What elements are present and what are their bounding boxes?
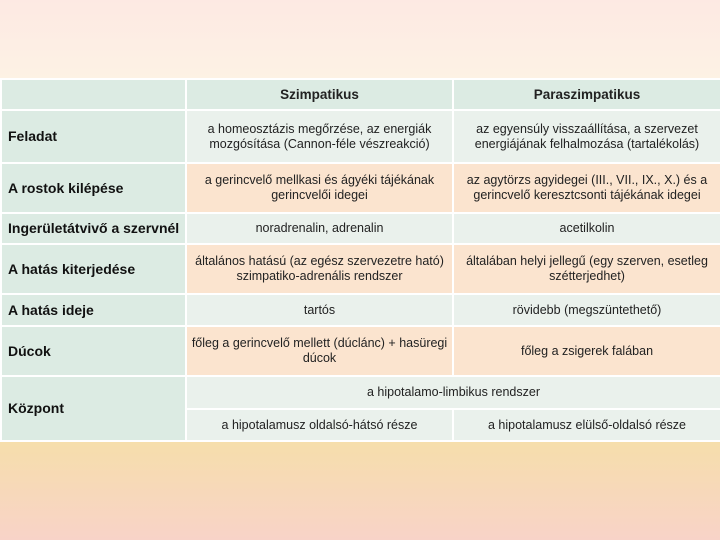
para-cell: általában helyi jellegű (egy szerven, esetleg szétterjedhet) [453, 244, 720, 294]
table-row [1, 213, 720, 244]
comparison-table-container [0, 78, 720, 442]
szimp-cell: noradrenalin, adrenalin [186, 213, 453, 244]
kozpont-row-top [1, 376, 720, 409]
table-row [1, 163, 720, 213]
table-row [1, 110, 720, 163]
para-cell: a hipotalamusz elülső-oldalsó része [453, 409, 720, 441]
szimp-cell: a homeosztázis megőrzése, az energiák mozgósítása (Cannon-féle vészreakció) [186, 110, 453, 163]
row-label-kozpont: Központ [1, 376, 186, 441]
row-label: Ingerületátvivő a szervnél [1, 213, 186, 244]
szimp-cell: a gerincvelő mellkasi és ágyéki tájékának gerincvelői idegei [186, 163, 453, 213]
row-label: Dúcok [1, 326, 186, 376]
szimp-cell: általános hatású (az egész szervezetre ható) szimpatiko-adrenális rendszer [186, 244, 453, 294]
corner-cell [1, 79, 186, 110]
szimp-cell: főleg a gerincvelő mellett (dúclánc) + hasüregi dúcok [186, 326, 453, 376]
para-cell: rövidebb (megszüntethető) [453, 294, 720, 326]
header-row [1, 79, 720, 110]
row-label: A rostok kilépése [1, 163, 186, 213]
header-szimpatikus: Szimpatikus [186, 79, 453, 110]
szimp-cell: tartós [186, 294, 453, 326]
header-paraszimpatikus: Paraszimpatikus [453, 79, 720, 110]
table-row [1, 294, 720, 326]
comparison-table [0, 78, 720, 442]
table-row [1, 326, 720, 376]
szimp-cell: a hipotalamusz oldalsó-hátsó része [186, 409, 453, 441]
row-label: Feladat [1, 110, 186, 163]
row-label: A hatás kiterjedése [1, 244, 186, 294]
para-cell: az agytörzs agyidegei (III., VII., IX., X.) és a gerincvelő keresztcsonti tájékának idegei [453, 163, 720, 213]
kozpont-shared-cell: a hipotalamo-limbikus rendszer [186, 376, 720, 409]
para-cell: az egyensúly visszaállítása, a szervezet energiájának felhalmozása (tartalékolás) [453, 110, 720, 163]
para-cell: acetilkolin [453, 213, 720, 244]
row-label: A hatás ideje [1, 294, 186, 326]
table-row [1, 244, 720, 294]
para-cell: főleg a zsigerek falában [453, 326, 720, 376]
